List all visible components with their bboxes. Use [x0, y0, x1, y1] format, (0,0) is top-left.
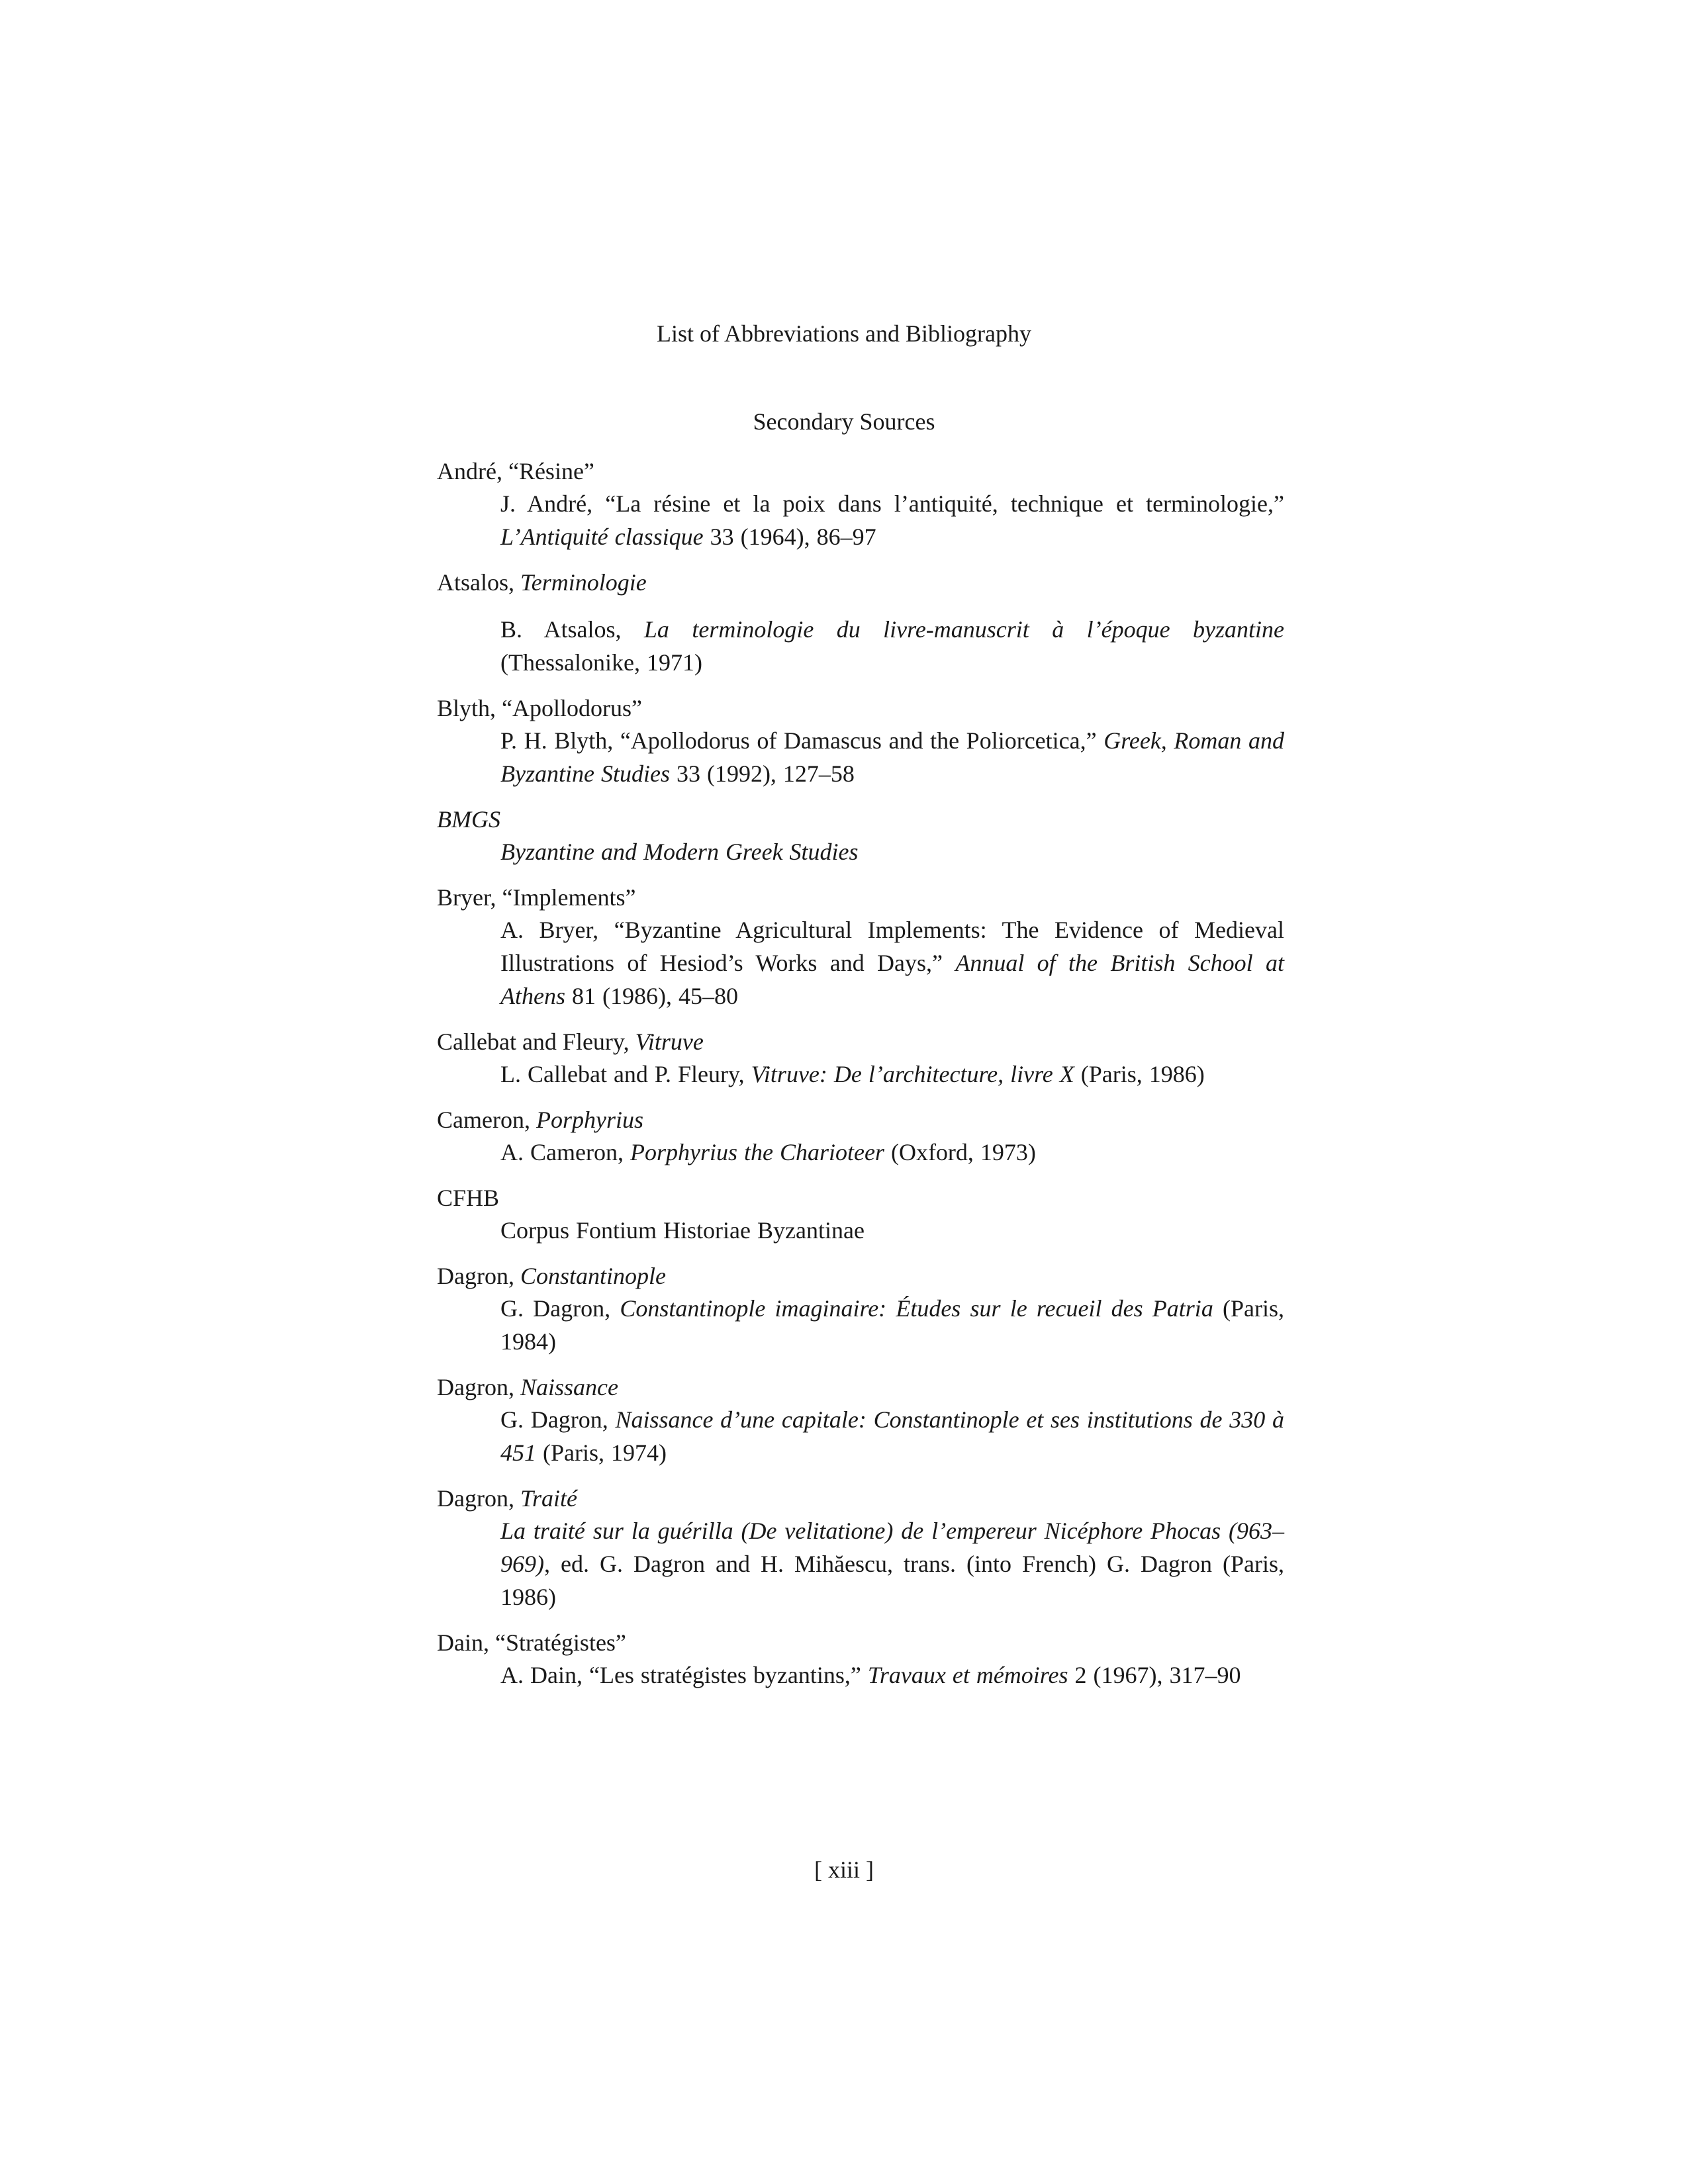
citation-title: La traité sur la guérilla (De velitatione) de l’empereur Nicéphore Phocas (963–969): [500, 1518, 1284, 1577]
entry-abbreviation: [437, 1371, 1284, 1403]
entry-abbreviation-text: Blyth, “Apollodorus”: [437, 695, 642, 721]
citation-title: L’Antiquité classique: [500, 523, 704, 550]
entry-citation: [500, 1058, 1284, 1091]
entry-citation: [500, 1403, 1284, 1469]
entry-citation: [500, 1514, 1284, 1614]
entry-abbreviation-italic: Porphyrius: [536, 1107, 643, 1133]
entry-abbreviation: [437, 1627, 1284, 1659]
entry-abbreviation-text: Dagron,: [437, 1485, 520, 1512]
citation-suffix: (Paris, 1986): [1074, 1061, 1205, 1087]
citation-prefix: J. André, “La résine et la poix dans l’antiquité, technique et terminologie,”: [500, 490, 1284, 517]
citation-prefix: A. Dain, “Les stratégistes byzantins,”: [500, 1662, 868, 1688]
citation-suffix: (Oxford, 1973): [884, 1139, 1036, 1165]
entry-abbreviation-text: Cameron,: [437, 1107, 536, 1133]
citation-suffix: (Thessalonike, 1971): [500, 649, 702, 676]
entry-abbreviation-text: Dain, “Stratégistes”: [437, 1629, 626, 1656]
section-heading: Secondary Sources: [753, 408, 935, 435]
entry-abbreviation-text: André, “Résine”: [437, 458, 594, 484]
bibliography-entry: [437, 567, 1284, 679]
entry-citation: [500, 613, 1284, 679]
citation-prefix: L. Callebat and P. Fleury,: [500, 1061, 751, 1087]
bibliography-entry: [437, 1182, 1284, 1247]
entry-abbreviation-text: Atsalos,: [437, 569, 520, 596]
citation-title: Byzantine and Modern Greek Studies: [500, 839, 859, 865]
entry-abbreviation: [437, 1482, 1284, 1514]
entry-citation: [500, 1214, 1284, 1247]
bibliography-entry: [437, 692, 1284, 790]
entry-abbreviation-text: Callebat and Fleury,: [437, 1028, 635, 1055]
citation-suffix: (Paris, 1984): [500, 1295, 1284, 1355]
entry-citation: [500, 835, 1284, 868]
entry-abbreviation-italic: Naissance: [520, 1374, 618, 1400]
entry-abbreviation: [437, 882, 1284, 913]
bibliography-entry: [437, 1627, 1284, 1692]
entry-abbreviation: [437, 567, 1284, 598]
entry-abbreviation: [437, 692, 1284, 724]
bibliography-list: [437, 455, 1284, 1692]
entry-abbreviation-italic: BMGS: [437, 806, 500, 833]
citation-title: Travaux et mémoires: [867, 1662, 1068, 1688]
citation-title: Porphyrius the Charioteer: [630, 1139, 884, 1165]
entry-citation: [500, 1292, 1284, 1358]
entry-abbreviation-text: Bryer, “Implements”: [437, 884, 636, 911]
bibliography-entry: [437, 455, 1284, 553]
entry-abbreviation: [437, 1182, 1284, 1214]
citation-title: Constantinople imaginaire: Études sur le recueil des Patria: [620, 1295, 1213, 1322]
entry-abbreviation-text: CFHB: [437, 1185, 500, 1211]
citation-prefix: A. Bryer, “Byzantine Agricultural Implements: The Evidence of Medieval Illustrations of Hesiod’s Works and Days,”: [500, 917, 1284, 976]
citation-title: La terminologie du livre-manuscrit à l’époque byzantine: [643, 616, 1284, 643]
citation-title: Naissance d’une capitale: Constantinople et ses institutions de 330 à 451: [500, 1406, 1285, 1466]
entry-citation: [500, 1136, 1284, 1169]
citation-prefix: B. Atsalos,: [500, 616, 644, 643]
citation-prefix: G. Dagron,: [500, 1295, 620, 1322]
entry-abbreviation: [437, 455, 1284, 487]
citation-title: Greek, Roman and Byzantine Studies: [500, 727, 1284, 787]
bibliography-entry: [437, 1104, 1284, 1169]
citation-suffix: 33 (1964), 86–97: [703, 523, 876, 550]
page-number: [ xiii ]: [814, 1856, 874, 1883]
entry-citation: [500, 913, 1284, 1013]
running-head: List of Abbreviations and Bibliography: [657, 320, 1031, 347]
entry-citation: [500, 724, 1284, 790]
citation-suffix: , ed. G. Dagron and H. Mihăescu, trans. (into French) G. Dagron (Paris, 1986): [500, 1551, 1284, 1610]
citation-title: Vitruve: De l’architecture, livre X: [751, 1061, 1074, 1087]
citation-suffix: (Paris, 1974): [536, 1439, 667, 1466]
citation-suffix: 33 (1992), 127–58: [669, 760, 855, 787]
entry-abbreviation-italic: Terminologie: [520, 569, 647, 596]
bibliography-entry: [437, 803, 1284, 868]
entry-abbreviation: [437, 1026, 1284, 1058]
entry-abbreviation-italic: Vitruve: [635, 1028, 704, 1055]
citation-prefix: P. H. Blyth, “Apollodorus of Damascus and the Poliorcetica,”: [500, 727, 1104, 754]
entry-abbreviation-text: Dagron,: [437, 1374, 520, 1400]
bibliography-entry: [437, 1026, 1284, 1091]
bibliography-entry: [437, 1260, 1284, 1358]
entry-abbreviation-italic: Constantinople: [520, 1263, 666, 1289]
citation-suffix: 2 (1967), 317–90: [1068, 1662, 1241, 1688]
citation-prefix: A. Cameron,: [500, 1139, 630, 1165]
entry-abbreviation: [437, 1260, 1284, 1292]
bibliography-entry: [437, 1482, 1284, 1614]
bibliography-entry: [437, 882, 1284, 1013]
citation-prefix: Corpus Fontium Historiae Byzantinae: [500, 1217, 865, 1244]
entry-citation: [500, 1659, 1284, 1692]
citation-title: Annual of the British School at Athens: [500, 950, 1284, 1009]
entry-abbreviation-text: Dagron,: [437, 1263, 520, 1289]
entry-abbreviation: [437, 803, 1284, 835]
entry-citation: [500, 487, 1284, 553]
entry-abbreviation: [437, 1104, 1284, 1136]
entry-abbreviation-italic: Traité: [520, 1485, 577, 1512]
citation-suffix: 81 (1986), 45–80: [565, 983, 738, 1009]
citation-prefix: G. Dagron,: [500, 1406, 616, 1433]
bibliography-entry: [437, 1371, 1284, 1469]
